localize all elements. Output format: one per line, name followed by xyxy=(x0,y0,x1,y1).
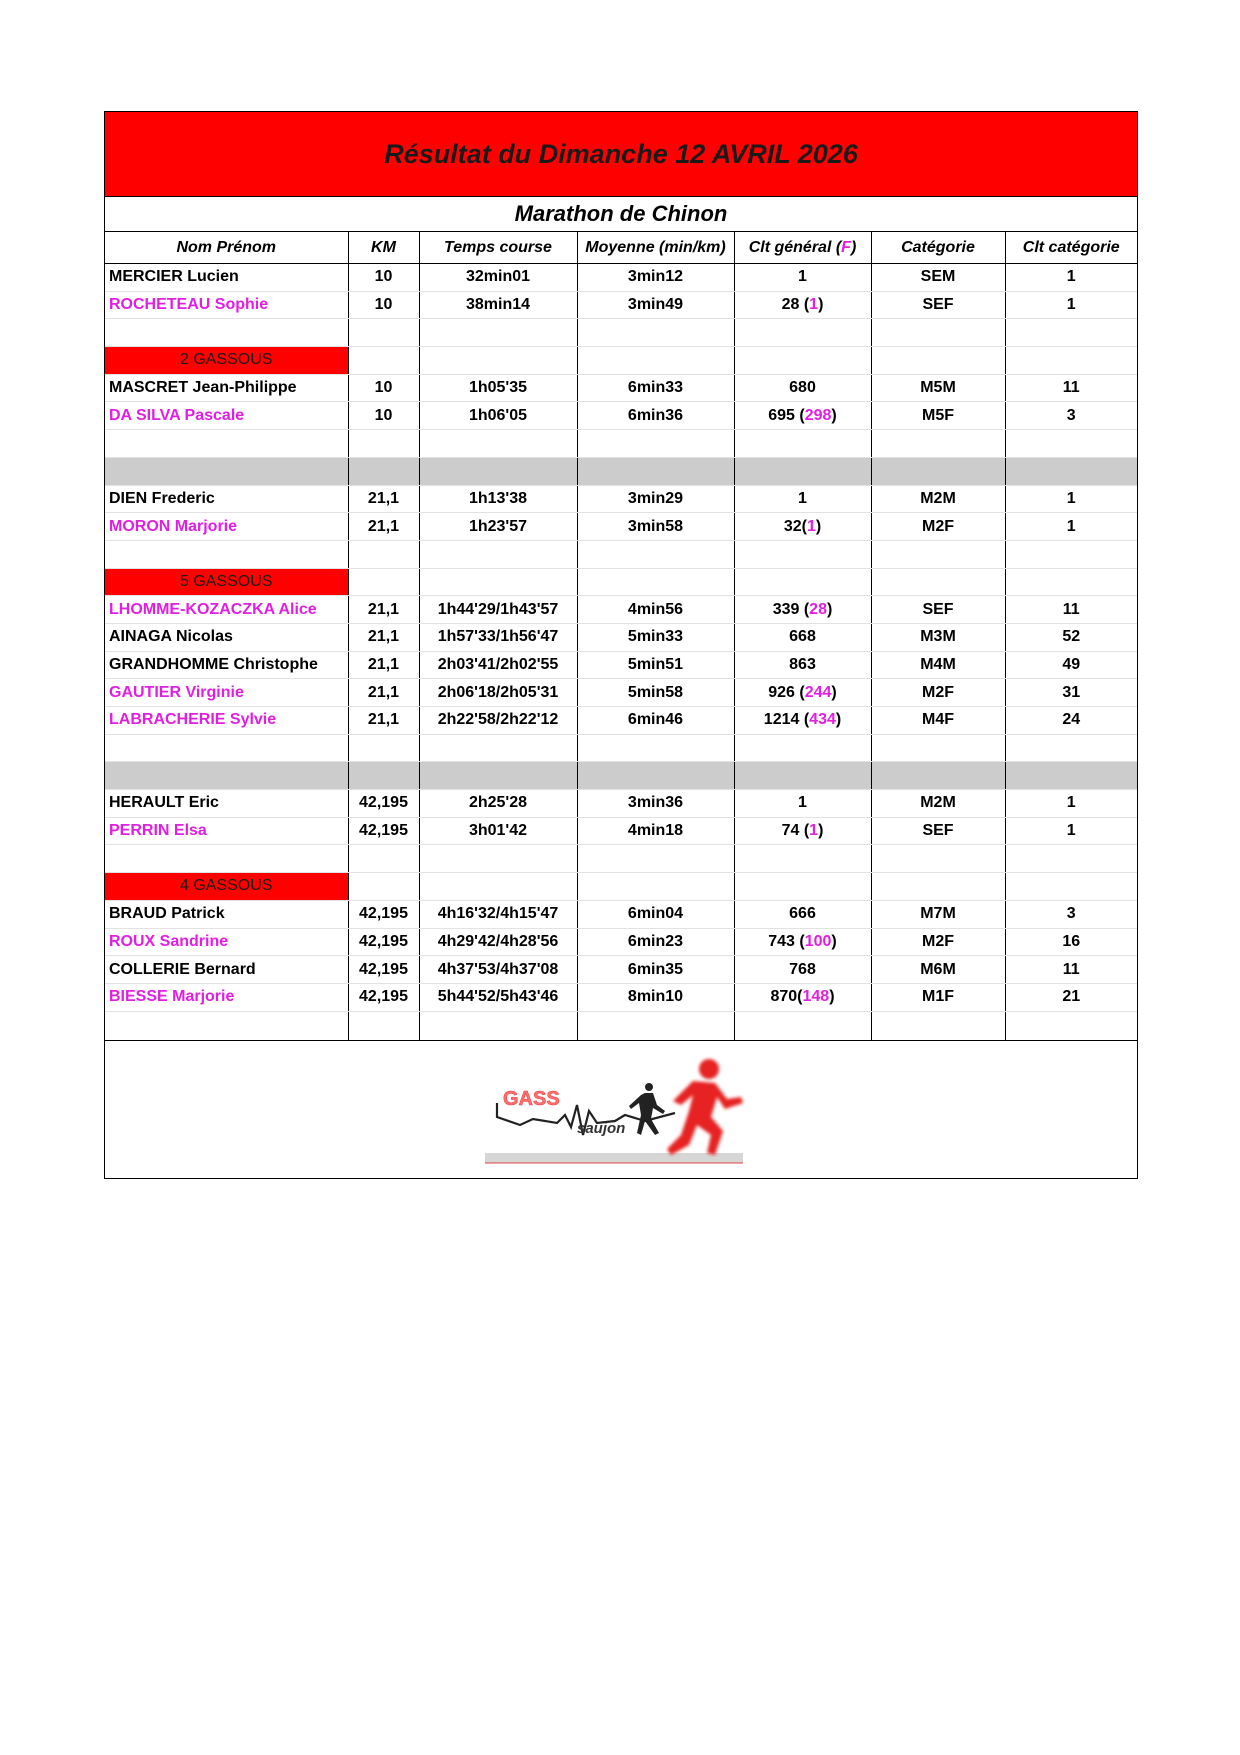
cell-name: HERAULT Eric xyxy=(105,790,348,818)
cell-pace: 6min46 xyxy=(577,707,734,735)
cell-km: 42,195 xyxy=(348,956,419,984)
empty-cell xyxy=(734,319,871,347)
cell-overall: 28 (1) xyxy=(734,291,871,319)
cell-cat: M1F xyxy=(871,983,1005,1011)
empty-cell xyxy=(734,457,871,485)
empty-cell xyxy=(419,568,577,596)
empty-cell xyxy=(1005,1011,1137,1040)
cell-name: LABRACHERIE Sylvie xyxy=(105,707,348,735)
cell-time: 1h05'35 xyxy=(419,374,577,402)
cell-time: 4h37'53/4h37'08 xyxy=(419,956,577,984)
empty-cell xyxy=(105,845,348,873)
cell-catrank: 1 xyxy=(1005,264,1137,292)
cell-km: 21,1 xyxy=(348,485,419,513)
cell-name: DA SILVA Pascale xyxy=(105,402,348,430)
results-body xyxy=(105,264,1137,1041)
cell-pace: 8min10 xyxy=(577,983,734,1011)
empty-cell xyxy=(419,540,577,568)
empty-cell xyxy=(1005,734,1137,762)
female-rank: 244 xyxy=(804,683,832,701)
empty-cell xyxy=(734,1011,871,1040)
empty-cell xyxy=(577,457,734,485)
event-name: Marathon de Chinon xyxy=(105,197,1137,232)
empty-cell xyxy=(871,540,1005,568)
club-count-label: 5 GASSOUS xyxy=(105,568,348,596)
cell-time: 1h13'38 xyxy=(419,485,577,513)
col-km-header: KM xyxy=(348,232,419,264)
cell-km: 42,195 xyxy=(348,817,419,845)
result-row xyxy=(105,374,1137,402)
empty-cell xyxy=(577,347,734,375)
cell-time: 1h44'29/1h43'57 xyxy=(419,596,577,624)
blank-row xyxy=(105,734,1137,762)
cell-cat: M3M xyxy=(871,623,1005,651)
cell-catrank: 1 xyxy=(1005,513,1137,541)
empty-cell xyxy=(871,430,1005,458)
cell-pace: 6min04 xyxy=(577,900,734,928)
empty-cell xyxy=(1005,457,1137,485)
cell-pace: 5min51 xyxy=(577,651,734,679)
cell-overall: 695 (298) xyxy=(734,402,871,430)
page-title: Résultat du Dimanche 12 AVRIL 2026 xyxy=(105,112,1137,197)
result-row xyxy=(105,790,1137,818)
gass-saujon-logo xyxy=(485,1055,765,1165)
empty-cell xyxy=(105,457,348,485)
cell-cat: M4M xyxy=(871,651,1005,679)
cell-catrank: 24 xyxy=(1005,707,1137,735)
empty-cell xyxy=(419,457,577,485)
cell-catrank: 1 xyxy=(1005,817,1137,845)
empty-cell xyxy=(871,1011,1005,1040)
club-count-label: 4 GASSOUS xyxy=(105,873,348,901)
col-time-header: Temps course xyxy=(419,232,577,264)
empty-cell xyxy=(105,540,348,568)
cell-cat: M2F xyxy=(871,679,1005,707)
empty-cell xyxy=(419,734,577,762)
cell-km: 10 xyxy=(348,374,419,402)
cell-catrank: 49 xyxy=(1005,651,1137,679)
cell-km: 21,1 xyxy=(348,651,419,679)
empty-cell xyxy=(734,540,871,568)
empty-cell xyxy=(734,873,871,901)
cell-pace: 3min36 xyxy=(577,790,734,818)
cell-pace: 5min58 xyxy=(577,679,734,707)
cell-cat: SEF xyxy=(871,291,1005,319)
empty-cell xyxy=(419,762,577,790)
empty-cell xyxy=(734,845,871,873)
cell-km: 21,1 xyxy=(348,596,419,624)
blank-row xyxy=(105,319,1137,347)
cell-catrank: 11 xyxy=(1005,596,1137,624)
cell-cat: M5F xyxy=(871,402,1005,430)
result-row xyxy=(105,983,1137,1011)
cell-km: 42,195 xyxy=(348,790,419,818)
empty-cell xyxy=(105,430,348,458)
female-rank: 1 xyxy=(806,517,816,535)
club-count-label: 2 GASSOUS xyxy=(105,347,348,375)
empty-cell xyxy=(1005,347,1137,375)
cell-overall: 1 xyxy=(734,485,871,513)
cell-overall: 863 xyxy=(734,651,871,679)
cell-pace: 6min23 xyxy=(577,928,734,956)
cell-name: ROCHETEAU Sophie xyxy=(105,291,348,319)
empty-cell xyxy=(577,540,734,568)
result-row xyxy=(105,402,1137,430)
empty-cell xyxy=(577,568,734,596)
empty-cell xyxy=(1005,430,1137,458)
logo-area xyxy=(105,1041,1137,1178)
blank-row xyxy=(105,845,1137,873)
cell-time: 5h44'52/5h43'46 xyxy=(419,983,577,1011)
result-row xyxy=(105,707,1137,735)
cell-km: 10 xyxy=(348,402,419,430)
cell-time: 1h06'05 xyxy=(419,402,577,430)
empty-cell xyxy=(734,762,871,790)
club-row xyxy=(105,568,1137,596)
cell-km: 21,1 xyxy=(348,707,419,735)
cell-overall: 74 (1) xyxy=(734,817,871,845)
empty-cell xyxy=(348,734,419,762)
cell-name: COLLERIE Bernard xyxy=(105,956,348,984)
cell-km: 10 xyxy=(348,264,419,292)
empty-cell xyxy=(348,457,419,485)
empty-cell xyxy=(871,762,1005,790)
cell-name: GRANDHOMME Christophe xyxy=(105,651,348,679)
cell-overall: 668 xyxy=(734,623,871,651)
result-row xyxy=(105,596,1137,624)
empty-cell xyxy=(871,873,1005,901)
cell-overall: 32(1) xyxy=(734,513,871,541)
cell-name: AINAGA Nicolas xyxy=(105,623,348,651)
cell-overall: 743 (100) xyxy=(734,928,871,956)
empty-cell xyxy=(105,319,348,347)
empty-cell xyxy=(1005,540,1137,568)
female-rank: 1 xyxy=(809,822,819,840)
empty-cell xyxy=(348,873,419,901)
cell-time: 2h25'28 xyxy=(419,790,577,818)
cell-cat: M2F xyxy=(871,513,1005,541)
cell-overall: 339 (28) xyxy=(734,596,871,624)
col-overall-header: Clt général (F) xyxy=(734,232,871,264)
empty-cell xyxy=(871,457,1005,485)
empty-cell xyxy=(1005,762,1137,790)
empty-cell xyxy=(419,1011,577,1040)
cell-time: 1h57'33/1h56'47 xyxy=(419,623,577,651)
empty-cell xyxy=(871,568,1005,596)
cell-overall: 768 xyxy=(734,956,871,984)
empty-cell xyxy=(348,568,419,596)
empty-cell xyxy=(348,347,419,375)
cell-km: 21,1 xyxy=(348,679,419,707)
cell-km: 42,195 xyxy=(348,900,419,928)
empty-cell xyxy=(1005,319,1137,347)
cell-pace: 3min49 xyxy=(577,291,734,319)
empty-cell xyxy=(734,430,871,458)
result-row xyxy=(105,900,1137,928)
empty-cell xyxy=(871,347,1005,375)
cell-cat: SEF xyxy=(871,817,1005,845)
col-name-header: Nom Prénom xyxy=(105,232,348,264)
empty-cell xyxy=(1005,873,1137,901)
cell-catrank: 16 xyxy=(1005,928,1137,956)
empty-cell xyxy=(734,734,871,762)
cell-cat: M2M xyxy=(871,790,1005,818)
separator-row xyxy=(105,457,1137,485)
cell-catrank: 1 xyxy=(1005,291,1137,319)
cell-time: 2h06'18/2h05'31 xyxy=(419,679,577,707)
empty-cell xyxy=(348,762,419,790)
result-row xyxy=(105,264,1137,292)
cell-cat: M7M xyxy=(871,900,1005,928)
cell-catrank: 3 xyxy=(1005,402,1137,430)
cell-pace: 3min29 xyxy=(577,485,734,513)
club-row xyxy=(105,873,1137,901)
col-category-header: Catégorie xyxy=(871,232,1005,264)
empty-cell xyxy=(577,762,734,790)
female-marker: F xyxy=(841,238,851,256)
separator-row xyxy=(105,762,1137,790)
empty-cell xyxy=(348,319,419,347)
cell-cat: M6M xyxy=(871,956,1005,984)
cell-catrank: 11 xyxy=(1005,956,1137,984)
empty-cell xyxy=(419,873,577,901)
cell-name: MORON Marjorie xyxy=(105,513,348,541)
result-row xyxy=(105,291,1137,319)
cell-km: 42,195 xyxy=(348,983,419,1011)
empty-cell xyxy=(577,873,734,901)
cell-catrank: 31 xyxy=(1005,679,1137,707)
cell-overall: 1214 (434) xyxy=(734,707,871,735)
cell-catrank: 3 xyxy=(1005,900,1137,928)
result-row xyxy=(105,485,1137,513)
cell-name: BRAUD Patrick xyxy=(105,900,348,928)
empty-cell xyxy=(419,319,577,347)
empty-cell xyxy=(871,734,1005,762)
cell-cat: M4F xyxy=(871,707,1005,735)
empty-cell xyxy=(419,845,577,873)
empty-cell xyxy=(871,319,1005,347)
cell-overall: 1 xyxy=(734,264,871,292)
female-rank: 298 xyxy=(804,406,832,424)
cell-km: 42,195 xyxy=(348,928,419,956)
cell-cat: M5M xyxy=(871,374,1005,402)
cell-name: DIEN Frederic xyxy=(105,485,348,513)
cell-pace: 3min12 xyxy=(577,264,734,292)
club-row xyxy=(105,347,1137,375)
result-row xyxy=(105,928,1137,956)
cell-km: 21,1 xyxy=(348,513,419,541)
empty-cell xyxy=(105,734,348,762)
cell-name: BIESSE Marjorie xyxy=(105,983,348,1011)
empty-cell xyxy=(871,845,1005,873)
empty-cell xyxy=(419,347,577,375)
cell-overall: 666 xyxy=(734,900,871,928)
female-rank: 100 xyxy=(804,932,832,950)
cell-cat: M2M xyxy=(871,485,1005,513)
cell-name: MERCIER Lucien xyxy=(105,264,348,292)
result-row xyxy=(105,956,1137,984)
cell-time: 4h16'32/4h15'47 xyxy=(419,900,577,928)
cell-catrank: 52 xyxy=(1005,623,1137,651)
cell-time: 4h29'42/4h28'56 xyxy=(419,928,577,956)
result-row xyxy=(105,651,1137,679)
cell-pace: 4min18 xyxy=(577,817,734,845)
cell-time: 38min14 xyxy=(419,291,577,319)
cell-pace: 5min33 xyxy=(577,623,734,651)
svg-text:GASS: GASS xyxy=(503,1087,560,1110)
cell-pace: 4min56 xyxy=(577,596,734,624)
col-catrank-header: Clt catégorie xyxy=(1005,232,1137,264)
cell-time: 2h22'58/2h22'12 xyxy=(419,707,577,735)
cell-km: 10 xyxy=(348,291,419,319)
cell-catrank: 11 xyxy=(1005,374,1137,402)
empty-cell xyxy=(577,1011,734,1040)
cell-catrank: 1 xyxy=(1005,485,1137,513)
cell-catrank: 1 xyxy=(1005,790,1137,818)
empty-cell xyxy=(348,430,419,458)
result-row xyxy=(105,817,1137,845)
female-rank: 434 xyxy=(809,711,836,729)
empty-cell xyxy=(577,734,734,762)
cell-time: 1h23'57 xyxy=(419,513,577,541)
empty-cell xyxy=(1005,845,1137,873)
empty-cell xyxy=(734,568,871,596)
blank-row xyxy=(105,1011,1137,1040)
cell-cat: SEM xyxy=(871,264,1005,292)
table-header-row xyxy=(105,232,1137,264)
cell-overall: 870(148) xyxy=(734,983,871,1011)
female-rank: 148 xyxy=(802,988,830,1006)
cell-name: LHOMME-KOZACZKA Alice xyxy=(105,596,348,624)
cell-name: MASCRET Jean-Philippe xyxy=(105,374,348,402)
cell-pace: 6min36 xyxy=(577,402,734,430)
cell-cat: M2F xyxy=(871,928,1005,956)
results-sheet xyxy=(104,111,1138,1179)
cell-catrank: 21 xyxy=(1005,983,1137,1011)
result-row xyxy=(105,679,1137,707)
cell-pace: 3min58 xyxy=(577,513,734,541)
cell-overall: 1 xyxy=(734,790,871,818)
svg-text:saujon: saujon xyxy=(577,1119,626,1137)
blank-row xyxy=(105,540,1137,568)
empty-cell xyxy=(1005,568,1137,596)
cell-time: 32min01 xyxy=(419,264,577,292)
empty-cell xyxy=(348,1011,419,1040)
blank-row xyxy=(105,430,1137,458)
cell-pace: 6min33 xyxy=(577,374,734,402)
empty-cell xyxy=(105,1011,348,1040)
cell-time: 3h01'42 xyxy=(419,817,577,845)
cell-overall: 926 (244) xyxy=(734,679,871,707)
cell-cat: SEF xyxy=(871,596,1005,624)
empty-cell xyxy=(105,762,348,790)
empty-cell xyxy=(577,845,734,873)
empty-cell xyxy=(348,845,419,873)
empty-cell xyxy=(419,430,577,458)
col-pace-header: Moyenne (min/km) xyxy=(577,232,734,264)
empty-cell xyxy=(577,319,734,347)
result-row xyxy=(105,623,1137,651)
cell-km: 21,1 xyxy=(348,623,419,651)
cell-overall: 680 xyxy=(734,374,871,402)
cell-name: GAUTIER Virginie xyxy=(105,679,348,707)
cell-pace: 6min35 xyxy=(577,956,734,984)
empty-cell xyxy=(348,540,419,568)
empty-cell xyxy=(734,347,871,375)
result-row xyxy=(105,513,1137,541)
cell-time: 2h03'41/2h02'55 xyxy=(419,651,577,679)
cell-name: PERRIN Elsa xyxy=(105,817,348,845)
results-table xyxy=(105,232,1137,1041)
empty-cell xyxy=(577,430,734,458)
cell-name: ROUX Sandrine xyxy=(105,928,348,956)
female-rank: 28 xyxy=(809,600,827,618)
female-rank: 1 xyxy=(809,296,819,314)
